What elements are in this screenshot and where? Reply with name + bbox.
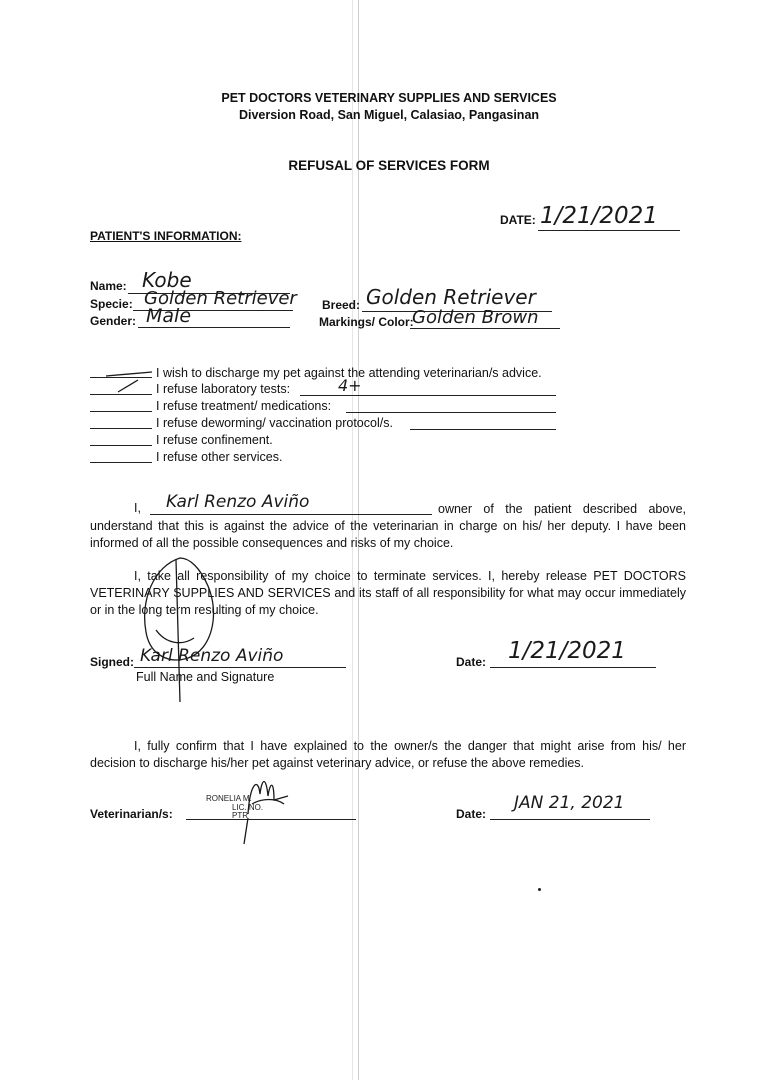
signature-date-value: 1/21/2021	[508, 638, 626, 664]
gender-label: Gender:	[90, 314, 137, 328]
veterinarian-date-label: Date:	[456, 807, 487, 821]
veterinarian-date-value: JAN 21, 2021	[514, 793, 625, 813]
breed-label: Breed:	[322, 298, 361, 312]
name-value: Kobe	[142, 268, 192, 292]
patient-info-heading: PATIENT'S INFORMATION:	[90, 229, 242, 243]
veterinarian-date-line	[490, 819, 650, 820]
check-mark-2	[118, 380, 138, 392]
stamp-line-3: PTR	[232, 811, 248, 820]
statement-para-2: I, take all responsibility of my choice to terminate services. I, hereby release PET DOCTORS VETERINARY SUPPLIES AND SERVICES and its staff of all responsibility for what may occur immediately or in the long term resulting of my choice.	[90, 569, 686, 617]
stamp-line-1: RONELIA M.	[206, 794, 252, 803]
owner-signature-scribble	[136, 552, 226, 712]
option-text-3: I refuse treatment/ medications:	[156, 399, 332, 413]
date-line	[538, 230, 680, 231]
signed-label: Signed:	[90, 655, 134, 669]
option-detail-line-3	[346, 412, 556, 413]
date-label: DATE:	[500, 213, 536, 227]
option-check-marks	[100, 364, 160, 398]
option-text-6: I refuse other services.	[156, 450, 283, 464]
veterinarian-stamp	[204, 774, 314, 846]
statement-prefix: I,	[134, 501, 141, 515]
gender-line	[138, 327, 290, 328]
signature-date-label: Date:	[456, 655, 487, 669]
form-title: REFUSAL OF SERVICES FORM	[288, 158, 490, 173]
owner-name: Karl Renzo Aviño	[166, 492, 310, 512]
specie-label: Specie:	[90, 297, 133, 311]
markings-line	[410, 328, 560, 329]
veterinarian-label: Veterinarian/s:	[90, 807, 173, 821]
markings-label: Markings/ Color:	[319, 315, 414, 329]
option-detail-line-2	[300, 395, 556, 396]
date-value: 1/21/2021	[540, 203, 658, 229]
check-mark-1	[106, 372, 152, 376]
clinic-address: Diversion Road, San Miguel, Calasiao, Pangasinan	[238, 108, 540, 122]
option-line-5	[90, 445, 152, 446]
markings-value: Golden Brown	[412, 307, 539, 328]
name-label: Name:	[90, 279, 127, 293]
option-line-6	[90, 462, 152, 463]
option-line-4	[90, 428, 152, 429]
option-line-3	[90, 411, 152, 412]
option-text-5: I refuse confinement.	[156, 433, 273, 447]
breed-value: Golden Retriever	[366, 285, 536, 309]
option-detail-line-4	[410, 429, 556, 430]
signature-date-line	[490, 667, 656, 668]
option-text-4: I refuse deworming/ vaccination protocol/s.	[156, 416, 393, 430]
confirmation-text: I, fully confirm that I have explained to the owner/s the danger that might arise from his/ her decision to discharge his/her pet against veterinary advice, or refuse the above remedies.	[90, 739, 686, 770]
signed-value: Karl Renzo Aviño	[140, 646, 284, 666]
stamp-line-2: LIC. NO.	[232, 803, 264, 812]
gender-value: Male	[146, 305, 192, 327]
signature-caption: Full Name and Signature	[136, 670, 275, 684]
option-text-2: I refuse laboratory tests:	[156, 382, 291, 396]
clinic-name: PET DOCTORS VETERINARY SUPPLIES AND SERVICES	[221, 91, 557, 105]
specie-value: Golden Retriever	[144, 288, 297, 309]
option-text-1: I wish to discharge my pet against the attending veterinarian/s advice.	[156, 366, 542, 380]
option-detail-2: 4+	[338, 376, 362, 395]
statement-para-1: owner of the patient described above, understand that this is against the advice of the veterinarian in charge on his/ her deputy. I have been informed of all the possible consequences and risks of my choice.	[90, 502, 686, 550]
ink-dot	[538, 888, 541, 891]
